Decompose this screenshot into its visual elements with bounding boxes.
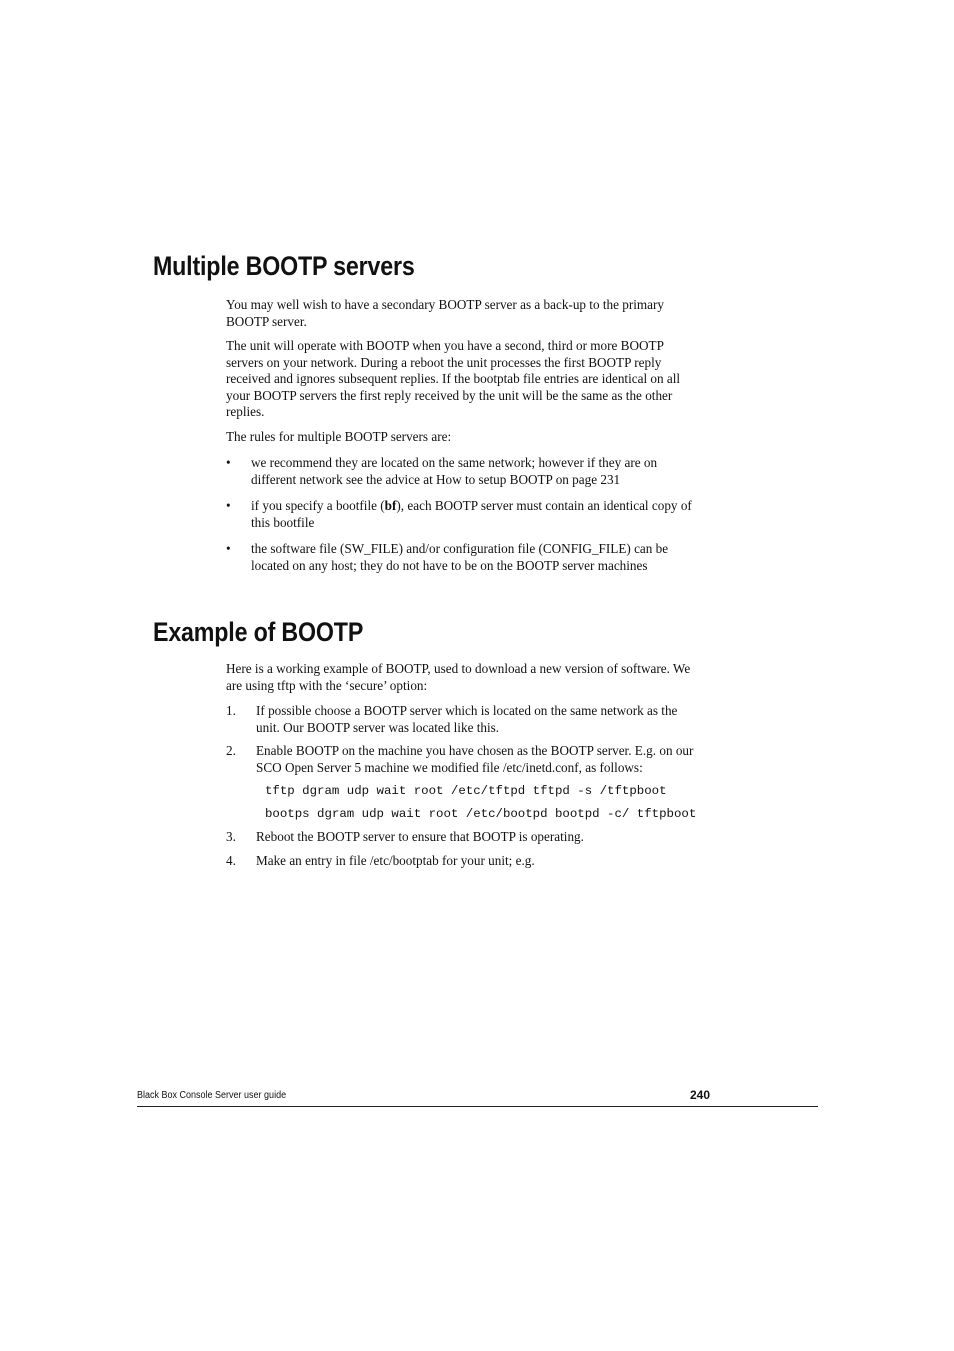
numbered-step xyxy=(226,703,702,736)
section-heading-example-bootp: Example of BOOTP xyxy=(153,617,364,647)
bullet-text-before: if you specify a bootfile ( xyxy=(251,498,385,513)
page-number: 240 xyxy=(690,1088,711,1102)
step-text: Make an entry in file /etc/bootptab for your unit; e.g. xyxy=(256,852,535,868)
step-number: 1. xyxy=(226,703,236,718)
step-text: Enable BOOTP on the machine you have chosen as the BOOTP server. E.g. on our SCO Open Server 5 machine we modified file /etc/inetd.conf, as follows: xyxy=(256,743,694,775)
bullet-item xyxy=(226,455,702,488)
section-body-multiple-bootp xyxy=(226,297,702,584)
numbered-step xyxy=(226,829,702,846)
footer-title: Black Box Console Server user guide xyxy=(137,1090,287,1101)
paragraph: You may well wish to have a secondary BOOTP server as a back-up to the primary BOOTP server. xyxy=(226,297,665,329)
bullet-text-after: ), each BOOTP server must contain an identical copy of this bootfile xyxy=(251,498,692,530)
footer-rule xyxy=(137,1106,818,1107)
step-number: 2. xyxy=(226,743,236,758)
bootfile-tag: bf xyxy=(384,498,397,513)
paragraph: Here is a working example of BOOTP, used to download a new version of software. We are using tftp with the ‘secure’ option: xyxy=(226,661,691,693)
section-heading-multiple-bootp: Multiple BOOTP servers xyxy=(153,251,415,281)
bullet-item xyxy=(226,541,702,574)
bullet-marker: • xyxy=(226,498,231,513)
code-line: bootps dgram udp wait root /etc/bootpd bootpd -c/ tftpboot xyxy=(265,807,697,821)
code-line: tftp dgram udp wait root /etc/tftpd tftpd -s /tftpboot xyxy=(265,784,667,798)
step-number: 3. xyxy=(226,829,236,844)
paragraph: The unit will operate with BOOTP when you have a second, third or more BOOTP servers on your network. During a reboot the unit processes the first BOOTP reply received and ignores subsequent replies. If the bootptab file entries are identical on all your BOOTP servers the first reply received by the unit will be the same as the other replies. xyxy=(226,338,681,419)
bullet-text: we recommend they are located on the same network; however if they are on different network see the advice at How to setup BOOTP on page 231 xyxy=(251,455,658,487)
bullet-text xyxy=(251,498,692,530)
bullet-marker: • xyxy=(226,455,231,470)
bullet-marker: • xyxy=(226,541,231,556)
step-text: Reboot the BOOTP server to ensure that BOOTP is operating. xyxy=(256,829,584,844)
paragraph: The rules for multiple BOOTP servers are: xyxy=(226,428,452,444)
bullet-item xyxy=(226,498,702,531)
numbered-step xyxy=(226,743,702,776)
numbered-step xyxy=(226,853,702,870)
step-number: 4. xyxy=(226,852,236,868)
section-body-example-bootp xyxy=(226,661,702,876)
bullet-text: the software file (SW_FILE) and/or configuration file (CONFIG_FILE) can be located on any host; they do not have to be on the BOOTP server machines xyxy=(251,541,669,573)
step-text: If possible choose a BOOTP server which is located on the same network as the unit. Our BOOTP server was located like this. xyxy=(256,703,678,735)
